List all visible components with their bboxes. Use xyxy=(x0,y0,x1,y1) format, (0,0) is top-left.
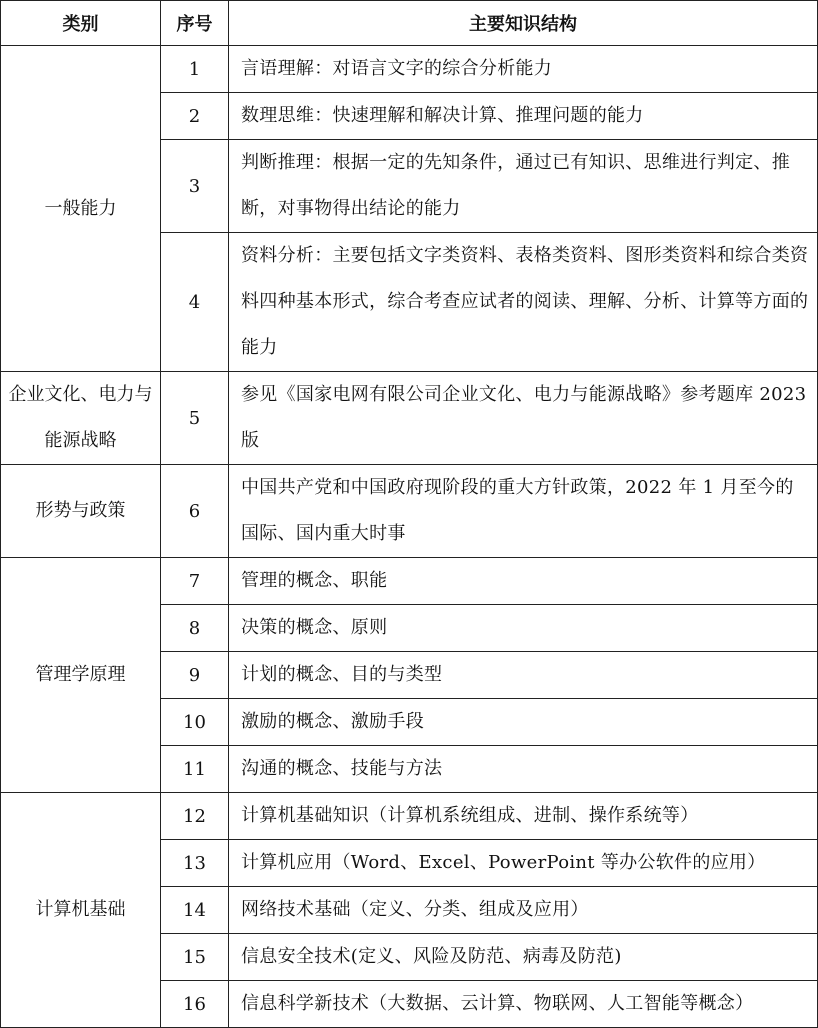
table-row xyxy=(1,372,818,465)
table-row xyxy=(1,465,818,558)
category-cell: 计算机基础 xyxy=(1,793,161,1028)
index-cell: 15 xyxy=(161,934,229,981)
content-cell: 参见《国家电网有限公司企业文化、电力与能源战略》参考题库 2023 版 xyxy=(229,372,818,465)
category-cell: 形势与政策 xyxy=(1,465,161,558)
content-cell: 管理的概念、职能 xyxy=(229,558,818,605)
content-cell: 信息安全技术(定义、风险及防范、病毒及防范) xyxy=(229,934,818,981)
index-cell: 10 xyxy=(161,699,229,746)
index-cell: 12 xyxy=(161,793,229,840)
content-cell: 计算机应用（Word、Excel、PowerPoint 等办公软件的应用） xyxy=(229,840,818,887)
header-category: 类别 xyxy=(1,1,161,46)
content-cell: 网络技术基础（定义、分类、组成及应用） xyxy=(229,887,818,934)
index-cell: 1 xyxy=(161,46,229,93)
content-cell: 激励的概念、激励手段 xyxy=(229,699,818,746)
category-cell: 企业文化、电力与能源战略 xyxy=(1,372,161,465)
index-cell: 9 xyxy=(161,652,229,699)
index-cell: 5 xyxy=(161,372,229,465)
content-cell: 沟通的概念、技能与方法 xyxy=(229,746,818,793)
table-row xyxy=(1,793,818,840)
index-cell: 16 xyxy=(161,981,229,1028)
category-cell: 管理学原理 xyxy=(1,558,161,793)
content-cell: 决策的概念、原则 xyxy=(229,605,818,652)
index-cell: 8 xyxy=(161,605,229,652)
category-cell: 一般能力 xyxy=(1,46,161,372)
content-cell: 信息科学新技术（大数据、云计算、物联网、人工智能等概念） xyxy=(229,981,818,1028)
index-cell: 6 xyxy=(161,465,229,558)
content-cell: 资料分析：主要包括文字类资料、表格类资料、图形类资料和综合类资料四种基本形式，综合考查应试者的阅读、理解、分析、计算等方面的能力 xyxy=(229,233,818,372)
table-row xyxy=(1,558,818,605)
index-cell: 14 xyxy=(161,887,229,934)
index-cell: 3 xyxy=(161,140,229,233)
table-row xyxy=(1,46,818,93)
index-cell: 7 xyxy=(161,558,229,605)
index-cell: 13 xyxy=(161,840,229,887)
index-cell: 4 xyxy=(161,233,229,372)
header-row xyxy=(1,1,818,46)
content-cell: 计划的概念、目的与类型 xyxy=(229,652,818,699)
content-cell: 数理思维：快速理解和解决计算、推理问题的能力 xyxy=(229,93,818,140)
content-cell: 中国共产党和中国政府现阶段的重大方针政策，2022 年 1 月至今的国际、国内重大时事 xyxy=(229,465,818,558)
header-content: 主要知识结构 xyxy=(229,1,818,46)
index-cell: 2 xyxy=(161,93,229,140)
content-cell: 判断推理：根据一定的先知条件，通过已有知识、思维进行判定、推断，对事物得出结论的能力 xyxy=(229,140,818,233)
header-index: 序号 xyxy=(161,1,229,46)
content-cell: 言语理解：对语言文字的综合分析能力 xyxy=(229,46,818,93)
content-cell: 计算机基础知识（计算机系统组成、进制、操作系统等） xyxy=(229,793,818,840)
index-cell: 11 xyxy=(161,746,229,793)
